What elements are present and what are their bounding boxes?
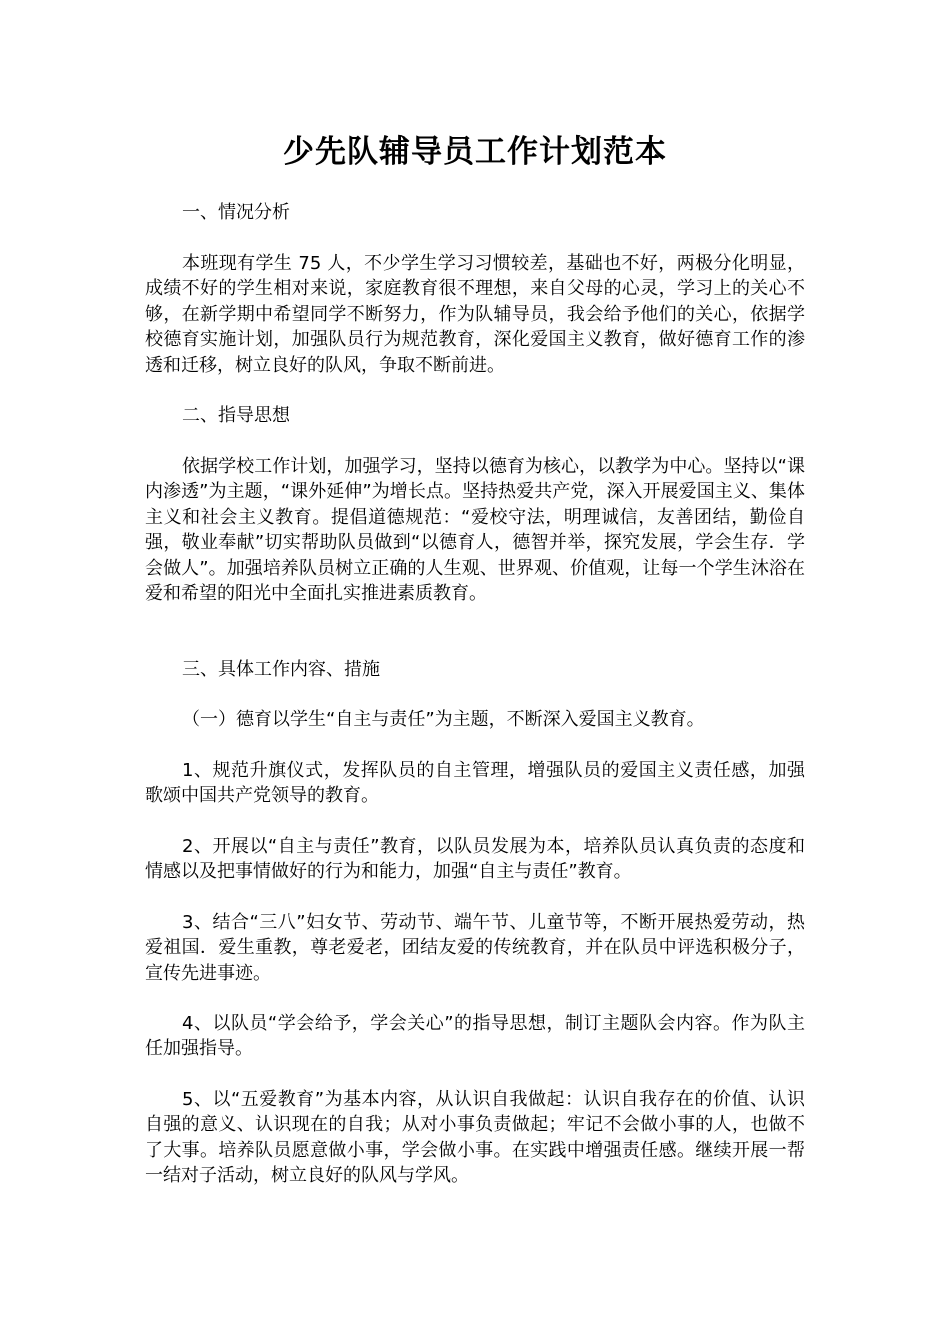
subsection-heading-moral-education: （一）德育以学生“自主与责任”为主题，不断深入爱国主义教育。: [182, 709, 705, 730]
list-item-3: 3、结合“三八”妇女节、劳动节、端午节、儿童节等，不断开展热爱劳动，热爱祖国．爱生重教，尊老爱老，团结友爱的传统教育，并在队员中评选积极分子，宣传先进事迹。: [145, 912, 805, 984]
list-item-5: 5、以“五爱教育”为基本内容，从认识自我做起：认识自我存在的价值、认识自强的意义、认识现在的自我；从对小事负责做起；牢记不会做小事的人，也做不了大事。培养队员愿意做小事，学会做小事。在实践中增强责任感。继续开展一帮一结对子活动，树立良好的队风与学风。: [145, 1089, 805, 1187]
list-item-4: 4、以队员“学会给予，学会关心”的指导思想，制订主题队会内容。作为队主任加强指导。: [145, 1013, 805, 1060]
list-item-1: 1、规范升旗仪式，发挥队员的自主管理，增强队员的爱国主义责任感，加强歌颂中国共产党领导的教育。: [145, 760, 805, 807]
list-item-2: 2、开展以“自主与责任”教育，以队员发展为本，培养队员认真负责的态度和情感以及把事情做好的行为和能力，加强“自主与责任”教育。: [145, 836, 805, 883]
section-heading-measures: 三、具体工作内容、措施: [182, 659, 380, 680]
section-heading-guiding-thought: 二、指导思想: [182, 405, 290, 426]
paragraph-guiding-thought: 依据学校工作计划，加强学习，坚持以德育为核心，以教学为中心。坚持以“课内渗透”为主题，“课外延伸”为增长点。坚持热爱共产党，深入开展爱国主义、集体主义和社会主义教育。提倡道德规范：“爱校守法，明理诚信，友善团结，勤俭自强，敬业奉献”切实帮助队员做到“以德育人，德智并举，探究发展，学会生存．学会做人”。加强培养队员树立正确的人生观、世界观、价值观，让每一个学生沐浴在爱和希望的阳光中全面扎实推进素质教育。: [145, 456, 805, 605]
document-title: 少先队辅导员工作计划范本: [283, 134, 667, 170]
section-heading-analysis: 一、情况分析: [182, 202, 290, 223]
paragraph-analysis: 本班现有学生 75 人，不少学生学习习惯较差，基础也不好，两极分化明显，成绩不好的学生相对来说，家庭教育很不理想，来自父母的心灵，学习上的关心不够，在新学期中希望同学不断努力，作为队辅导员，我会给予他们的关心，依据学校德育实施计划，加强队员行为规范教育，深化爱国主义教育，做好德育工作的渗透和迁移，树立良好的队风，争取不断前进。: [145, 253, 805, 376]
